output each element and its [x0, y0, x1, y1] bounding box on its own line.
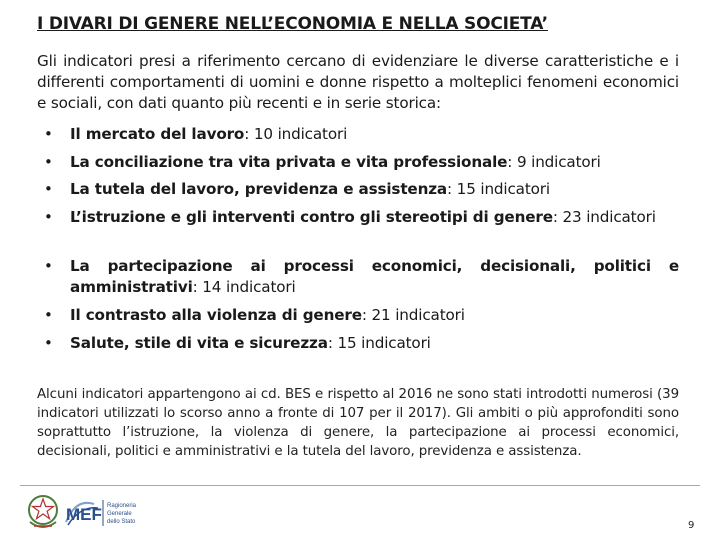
bullet-icon: • — [44, 208, 53, 226]
italian-republic-emblem-icon — [24, 492, 62, 532]
list-item-topic: Il contrasto alla violenza di genere — [70, 306, 362, 324]
list-item-count: : 9 indicatori — [507, 153, 601, 171]
bullet-icon: • — [44, 257, 53, 275]
list-item-count: : 15 indicatori — [447, 180, 550, 198]
list-item-topic: La conciliazione tra vita privata e vita professionale — [70, 153, 508, 171]
list-item-count: : 10 indicatori — [244, 125, 348, 143]
list-item — [37, 305, 679, 326]
list-item-count: : 14 indicatori — [192, 278, 296, 296]
bullet-icon: • — [44, 306, 53, 324]
list-item-count: : 15 indicatori — [327, 334, 431, 352]
list-item — [37, 256, 679, 298]
page-title: I DIVARI DI GENERE NELL’ECONOMIA E NELLA SOCIETA’ — [37, 14, 548, 34]
list-item — [37, 333, 679, 354]
list-item — [37, 152, 679, 173]
bullet-icon: • — [44, 153, 53, 171]
mef-subtitle-line-2: Generale — [107, 511, 132, 517]
mef-logo-graphic — [64, 494, 140, 530]
mef-logo — [64, 494, 140, 530]
page-number: 9 — [688, 520, 695, 531]
list-item-topic: La partecipazione ai processi economici, decisionali, politici e amministrativi — [70, 257, 679, 296]
mef-subtitle-line-1: Ragioneria — [107, 503, 137, 509]
footer-divider — [20, 485, 700, 486]
list-item-topic: Il mercato del lavoro — [70, 125, 245, 143]
list-item-topic: L’istruzione e gli interventi contro gli stereotipi di genere — [70, 208, 553, 226]
list-item-count: : 23 indicatori — [552, 208, 656, 226]
list-item-topic: La tutela del lavoro, previdenza e assistenza — [70, 180, 448, 198]
intro-paragraph: Gli indicatori presi a riferimento cercano di evidenziare le diverse caratteristiche e i differenti comportamenti di uomini e donne rispetto a molteplici fenomeni economici e sociali, con dati quanto più recenti e in serie storica: — [37, 52, 679, 112]
bullet-icon: • — [44, 180, 53, 198]
list-item — [37, 207, 679, 228]
list-item — [37, 179, 679, 200]
list-item-count: : 21 indicatori — [361, 306, 465, 324]
mef-subtitle-line-3: dello Stato — [107, 519, 136, 525]
mef-logo-text: MEF — [66, 505, 102, 524]
bullet-icon: • — [44, 334, 53, 352]
bullet-icon: • — [44, 125, 53, 143]
footnote-paragraph: Alcuni indicatori appartengono ai cd. BES e rispetto al 2016 ne sono stati introdotti numerosi (39 indicatori utilizzati lo scorso anno a fronte di 107 per il 2017). Gli ambiti o più approfonditi sono soprattutto l’istruzione, la violenza di genere, la partecipazione ai processi economici, decisionali, politici e amministrativi e la tutela del lavoro, previdenza e assistenza. — [37, 387, 679, 459]
list-item — [37, 124, 679, 145]
list-item-topic: Salute, stile di vita e sicurezza — [70, 334, 328, 352]
